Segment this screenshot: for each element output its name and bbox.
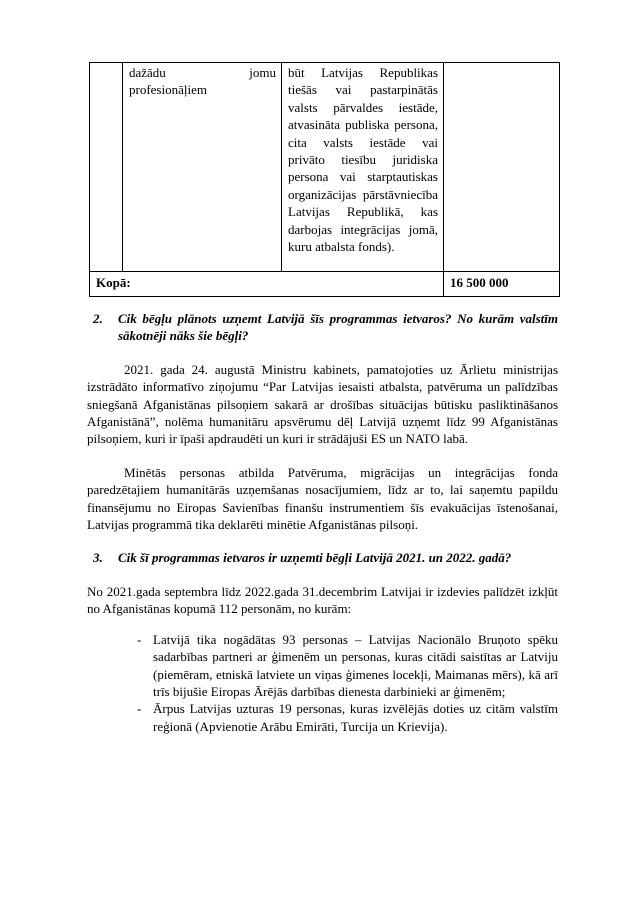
table-cell-empty-right: [444, 63, 560, 272]
funding-table: [89, 62, 560, 297]
bullet-list: [137, 631, 558, 735]
table-cell-institutions: būt Latvijas Republikas tiešās vai pastarpinātās valsts pārvaldes iestāde, atvasināta publiska persona, cita valsts iestāde vai privāto tiesību juridiska persona vai starptautiskas organizācijas pārstāvniecība Latvijas Republikā, kas darbojas integrācijas jomā, kuru atbalsta fonds).: [282, 63, 444, 272]
list-item: [137, 700, 558, 735]
question-2-number: 2.: [93, 311, 103, 326]
table-row: [90, 63, 560, 272]
bullet-text-latvia-arrivals: Latvijā tika nogādātas 93 personas – Latvijas Nacionālo Bruņoto spēku sadarbības partneri ar ģimenēm un personas, kuras citādi saistītas ar Latviju (piemēram, etniskā latviete un viņas ģimenes locekļi, Maimanas mērs), kā arī trīs bijušie Eiropas Ārējās darbības dienesta darbinieki ar ģimenēm;: [153, 631, 558, 699]
paragraph-evacuation-summary: No 2021.gada septembra līdz 2022.gada 31.decembrim Latvijai ir izdevies palīdzēt izkļūt no Afganistānas kopumā 112 personām, no kurām:: [87, 583, 558, 617]
paragraph-cabinet-decision: 2021. gada 24. augustā Ministru kabinets, pamatojoties uz Ārlietu ministrijas izstrādāto informatīvo ziņojumu “Par Latvijas iesaisti atbalsta, patvēruma un palīdzības sniegšanā Afganistānas pilsoņiem sakarā ar drošības situācijas būtisku pasliktināšanos Afganistānā”, nolēma humanitāru apsvērumu dēļ Latvijā uzņemt līdz 99 Afganistānas pilsoņiem, kuri ir īpaši apdraudēti un kuri ir strādājuši ES un NATO labā.: [87, 361, 558, 447]
table-total-row: [90, 272, 560, 297]
question-3-number: 3.: [93, 550, 103, 566]
bullet-dash: -: [137, 701, 142, 717]
bullet-text-outside-latvia: Ārpus Latvijas uzturas 19 personas, kuras izvēlējās doties uz citām valstīm reģionā (Apvienotie Arābu Emirāti, Turcija un Krievija).: [153, 701, 558, 734]
question-3-text: Cik šī programmas ietvaros ir uzņemti bēgļi Latvijā 2021. un 2022. gadā?: [118, 550, 512, 566]
question-2-text: Cik bēgļu plānots uzņemt Latvijā šīs programmas ietvaros? No kurām valstīm sākotnēji nāks šie bēgļi?: [118, 311, 558, 344]
table-cell-professionals: dažādu jomu profesionāļiem: [123, 63, 282, 272]
question-3: [89, 549, 558, 566]
paragraph-fund-conditions: Minētās personas atbilda Patvēruma, migrācijas un integrācijas fonda paredzētajiem humanitārās uzņemšanas nosacījumiem, līdz ar to, lai saņemtu papildu finansējumu no Eiropas Savienības finanšu instrumentiem šīs evakuācijas īstenošanai, Latvijas programmā tika deklarēti minētie Afganistānas pilsoņi.: [87, 464, 558, 533]
list-item: [137, 631, 558, 701]
question-2: [89, 310, 558, 345]
bullet-dash: -: [137, 631, 142, 647]
total-label: Kopā:: [90, 272, 444, 297]
table-cell-empty-left: [90, 63, 123, 272]
total-value: 16 500 000: [444, 272, 560, 297]
